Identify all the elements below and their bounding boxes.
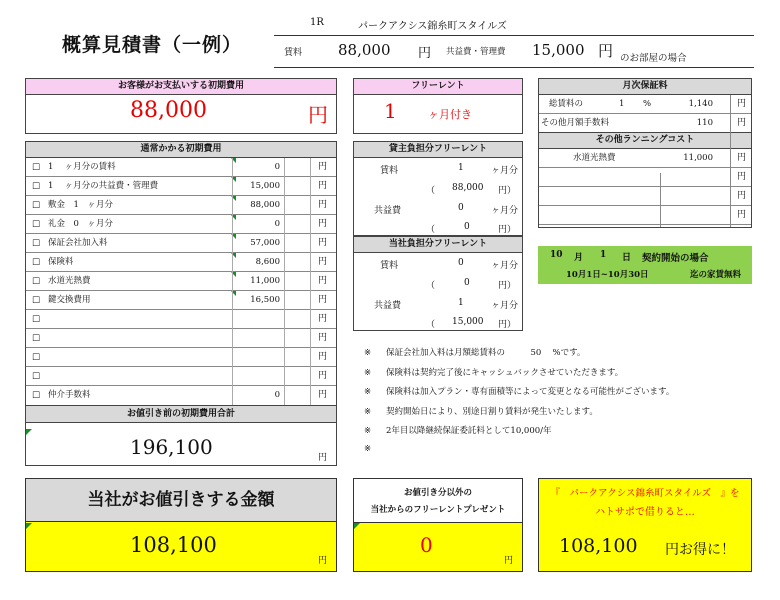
cost-row [26,272,336,291]
checkbox[interactable]: □ [32,371,41,381]
present-line2: 当社からのフリーレントプレゼント [370,505,506,515]
cost-unit: 円 [318,352,328,362]
discount-amount: 108,100 [130,533,217,557]
checkbox[interactable]: □ [32,390,41,400]
checkbox[interactable]: □ [32,200,41,210]
initial-payment-box [25,78,337,134]
cost-amount: 16,500 [250,295,280,305]
checkbox[interactable]: □ [32,219,41,229]
promo-line1: 『 パークアクシス錦糸町スタイルズ 』を [550,488,740,499]
checkbox[interactable]: □ [32,257,41,267]
guarantee-row: その他月額手数料 110 円 [539,114,751,133]
owner-free-rent-box: 貸主負担分フリーレント 賃料 1 ヶ月分 （ 88,000 円） 共益費 0 ヶ月分 （ 0 円） [353,141,523,236]
cost-unit: 円 [318,219,328,229]
room-type: 1R [310,17,324,28]
checkbox[interactable]: □ [32,238,41,248]
cost-amount: 57,000 [250,238,280,248]
cost-unit: 円 [318,200,328,210]
cost-amount: 11,000 [250,276,280,286]
case-suffix: のお部屋の場合 [620,53,687,64]
cost-unit: 円 [318,371,328,381]
running-row: 水道光熱費 11,000 円 [539,149,751,168]
cost-unit: 円 [318,162,328,172]
checkbox[interactable]: □ [32,181,41,191]
cost-label: 礼金 0 ヶ月分 [48,219,113,229]
cost-row [26,310,336,329]
contract-start-box: 10 月 1 日 契約開始の場合 10月1日~10月30日 迄の家賃無料 [538,246,752,284]
cost-row [26,386,336,405]
total-unit: 円 [318,453,328,463]
cost-unit: 円 [318,276,328,286]
note-item: ※ 契約開始日により、別途日割り賃料が発生いたします。 [364,406,598,417]
running-cost-header: その他ランニングコスト [539,133,751,149]
rent-unit: 円 [418,46,432,61]
rent-value: 88,000 [338,41,391,59]
checkbox[interactable]: □ [32,162,41,172]
checkbox[interactable]: □ [32,314,41,324]
present-amount: 0 [420,533,433,557]
page-title: 概算見積書（一例） [62,34,243,56]
cost-row [26,253,336,272]
checkbox[interactable]: □ [32,333,41,343]
cost-amount: 8,600 [255,257,280,267]
promo-suffix: 円お得に！ [665,542,735,558]
free-rent-box [353,78,523,134]
header-info [274,14,754,68]
cost-unit: 円 [318,257,328,267]
running-row: 円 [539,168,751,187]
cost-amount: 0 [274,219,280,229]
promo-box [538,478,752,572]
cost-label: 水道光熱費 [48,276,91,286]
running-row: 円 [539,187,751,206]
discount-unit: 円 [318,556,328,566]
cost-amount: 15,000 [250,181,280,191]
guarantee-row: 総賃料の 1 % 1,140 円 [539,95,751,114]
discount-title: 当社がお値引きする金額 [26,479,336,522]
free-rent-months: 1 [384,99,397,123]
cost-row [26,196,336,215]
fee-label: 共益費・管理費 [446,47,506,57]
promo-line2: ハトサポで借りると… [595,507,695,518]
cost-row [26,329,336,348]
cost-amount: 0 [274,162,280,172]
cost-row [26,348,336,367]
note-item: ※ [364,443,372,454]
cost-amount: 0 [274,390,280,400]
cost-unit: 円 [318,238,328,248]
monthly-guarantee-box [538,78,752,228]
cost-label: 鍵交換費用 [48,295,91,305]
cost-label: 仲介手数料 [48,390,91,400]
initial-payment-header: お客様がお支払いする初期費用 [26,79,336,95]
owner-free-rent-header: 貸主負担分フリーレント [354,142,522,158]
cost-row [26,158,336,177]
present-box [353,478,523,572]
property-name: パークアクシス錦糸町スタイルズ [358,21,507,32]
promo-amount: 108,100 [559,535,638,557]
note-item: ※ 保険料は加入プラン・専有面積等によって変更となる可能性がございます。 [364,387,675,397]
initial-payment-amount: 88,000 [130,98,207,123]
note-item: ※ 保証会社加入料は月額総賃料の 50 %です。 [364,348,586,358]
total-header: お値引き前の初期費用合計 [26,405,336,423]
usual-costs-box [25,141,337,466]
cost-label: 敷金 1 ヶ月分 [48,200,113,210]
cost-unit: 円 [318,333,328,343]
cost-unit: 円 [318,390,328,400]
cost-unit: 円 [318,295,328,305]
cost-row [26,234,336,253]
present-unit: 円 [504,556,514,566]
fee-unit: 円 [598,42,614,60]
running-row: 円 [539,206,751,225]
usual-costs-header: 通常かかる初期費用 [26,142,336,158]
company-free-rent-header: 当社負担分フリーレント [354,237,522,253]
cost-label: 1 ヶ月分の共益費・管理費 [48,181,159,191]
checkbox[interactable]: □ [32,295,41,305]
cost-row [26,291,336,310]
note-item: ※ 保険料は契約完了後にキャッシュバックさせていただきます。 [364,367,624,378]
rent-label: 賃料 [284,48,303,58]
cost-row [26,215,336,234]
checkbox[interactable]: □ [32,276,41,286]
monthly-guarantee-header: 月次保証料 [539,79,751,95]
note-item: ※ 2年目以降継続保証委託料として10,000/年 [364,426,552,436]
cost-unit: 円 [318,181,328,191]
cost-amount: 88,000 [250,200,280,210]
cost-row [26,177,336,196]
free-rent-suffix: ヶ月付き [428,108,472,121]
discount-box [25,478,337,572]
checkbox[interactable]: □ [32,352,41,362]
cost-label: 保険料 [48,257,74,267]
cost-label: 1 ヶ月分の賃料 [48,162,116,172]
present-line1: お値引き分以外の [403,488,472,498]
company-free-rent-box: 当社負担分フリーレント 賃料 0 ヶ月分 （ 0 円） 共益費 1 ヶ月分 （ 15,000 円） [353,236,523,331]
cost-row [26,367,336,386]
total-amount: 196,100 [130,435,213,459]
cost-unit: 円 [318,314,328,324]
cost-label: 保証会社加入料 [48,238,108,248]
fee-value: 15,000 [532,41,585,59]
initial-payment-unit: 円 [308,103,328,127]
free-rent-header: フリーレント [354,79,522,95]
